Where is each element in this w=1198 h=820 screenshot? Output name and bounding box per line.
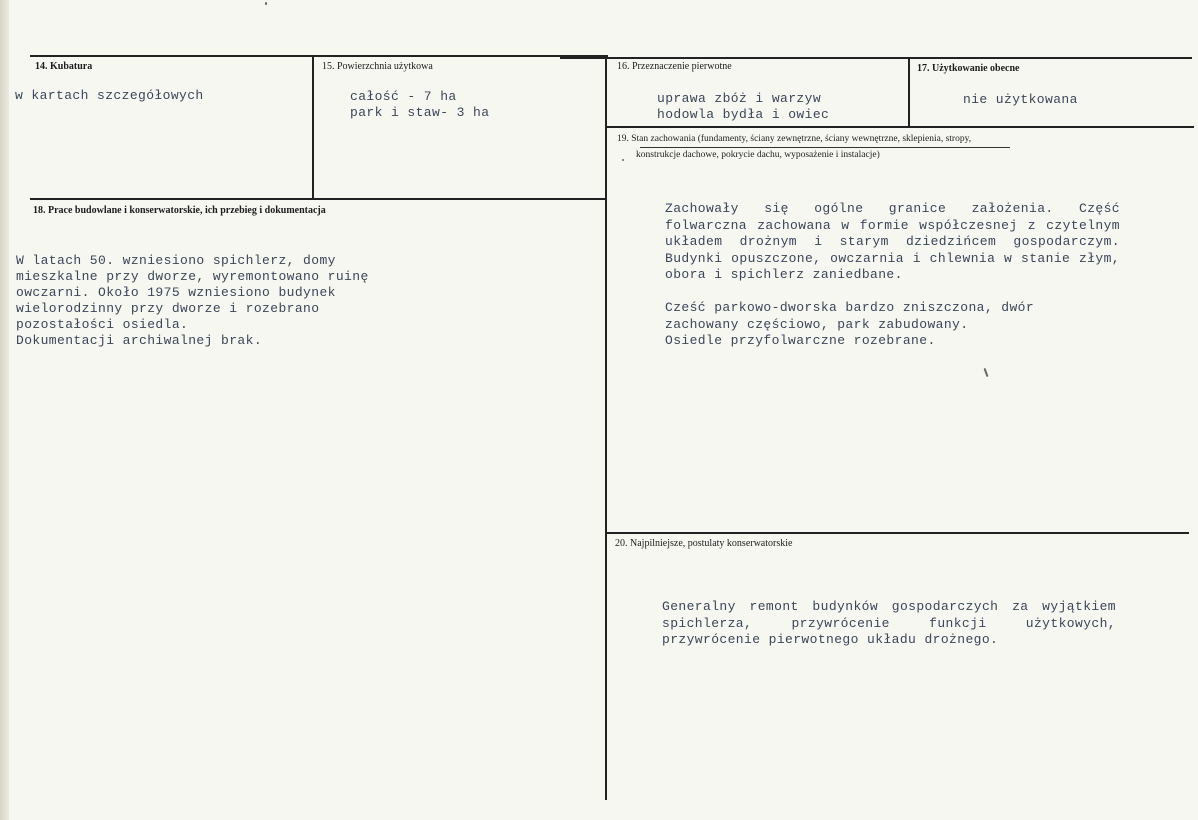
- paper-speck: [265, 2, 267, 5]
- divider-16-17: [908, 58, 910, 126]
- section-18-line-2: mieszkalne przy dworze, wyremontowano ruinę: [16, 269, 369, 284]
- section-18-line-4: wielorodzinny przy dworze i rozebrano: [16, 301, 320, 316]
- section-17-label: 17. Użytkowanie obecne: [917, 63, 1020, 74]
- section-16-label: 16. Przeznaczenie pierwotne: [617, 61, 732, 72]
- section-19-label-line-2: konstrukcje dachowe, pokrycie dachu, wyposażenie i instalacje): [636, 150, 880, 160]
- section-19-text-3: Osiedle przyfolwarczne rozebrane.: [665, 333, 936, 348]
- section-15-line-2: park i staw- 3 ha: [350, 105, 490, 120]
- section-18-line-5: pozostałości osiedla.: [16, 317, 189, 332]
- section-16-line-1: uprawa zbóż i warzyw: [657, 91, 822, 106]
- section-18-label: 18. Prace budowlane i konserwatorskie, ich przebieg i dokumentacja: [33, 205, 326, 216]
- section-19-text-2b: zachowany częściowo, park zabudowany.: [665, 317, 969, 332]
- rule-under-16-17: [607, 126, 1194, 128]
- top-rule-left: [30, 55, 608, 57]
- section-18-line-6: Dokumentacji archiwalnej brak.: [16, 333, 263, 348]
- section-20-label: 20. Najpilniejsze, postulaty konserwatorskie: [615, 538, 793, 549]
- section-14-value: w kartach szczegółowych: [15, 88, 204, 103]
- section-16-line-2: hodowla bydła i owiec: [657, 107, 830, 122]
- section-18-line-1: W latach 50. wzniesiono spichlerz, domy: [16, 253, 336, 268]
- center-divider: [605, 56, 607, 800]
- paper-speck: [984, 368, 989, 377]
- paper-speck: [622, 159, 624, 161]
- paper-left-edge: [0, 0, 9, 820]
- section-19-text: Zachowały się ogólne granice założenia. Część folwarczna zachowana w formie współczesnej z czytelnym układem drożnym i starym dziedzińcem gospodarczym. Budynki opuszczone, owczarnia i chlewnia w stanie złym, obora i spichlerz zaniedbane.: [665, 201, 1120, 282]
- section-19-label-line-1: 19. Stan zachowania (fundamenty, ściany zewnętrzne, ściany wewnętrzne, sklepienia, stropy,: [617, 134, 972, 144]
- rule-above-18: [30, 198, 607, 200]
- section-17-value: nie użytkowana: [963, 92, 1078, 107]
- section-14-label: 14. Kubatura: [35, 61, 93, 72]
- section-20-text: Generalny remont budynków gospodarczych za wyjątkiem spichlerza, przywrócenie funkcji użytkowych, przywrócenie pierwotnego układu drożnego.: [662, 599, 1116, 647]
- section-15-label: 15. Powierzchnia użytkowa: [322, 61, 433, 72]
- rule-above-20: [607, 532, 1189, 534]
- section-19-label-underline: [640, 147, 1010, 148]
- divider-14-15: [312, 56, 314, 198]
- section-15-line-1: całość - 7 ha: [350, 89, 457, 104]
- section-18-line-3: owczarni. Około 1975 wzniesiono budynek: [16, 285, 336, 300]
- section-19-text-2a: Cześć parkowo-dworska bardzo zniszczona, dwór: [665, 300, 1035, 315]
- top-rule-right: [560, 57, 1192, 59]
